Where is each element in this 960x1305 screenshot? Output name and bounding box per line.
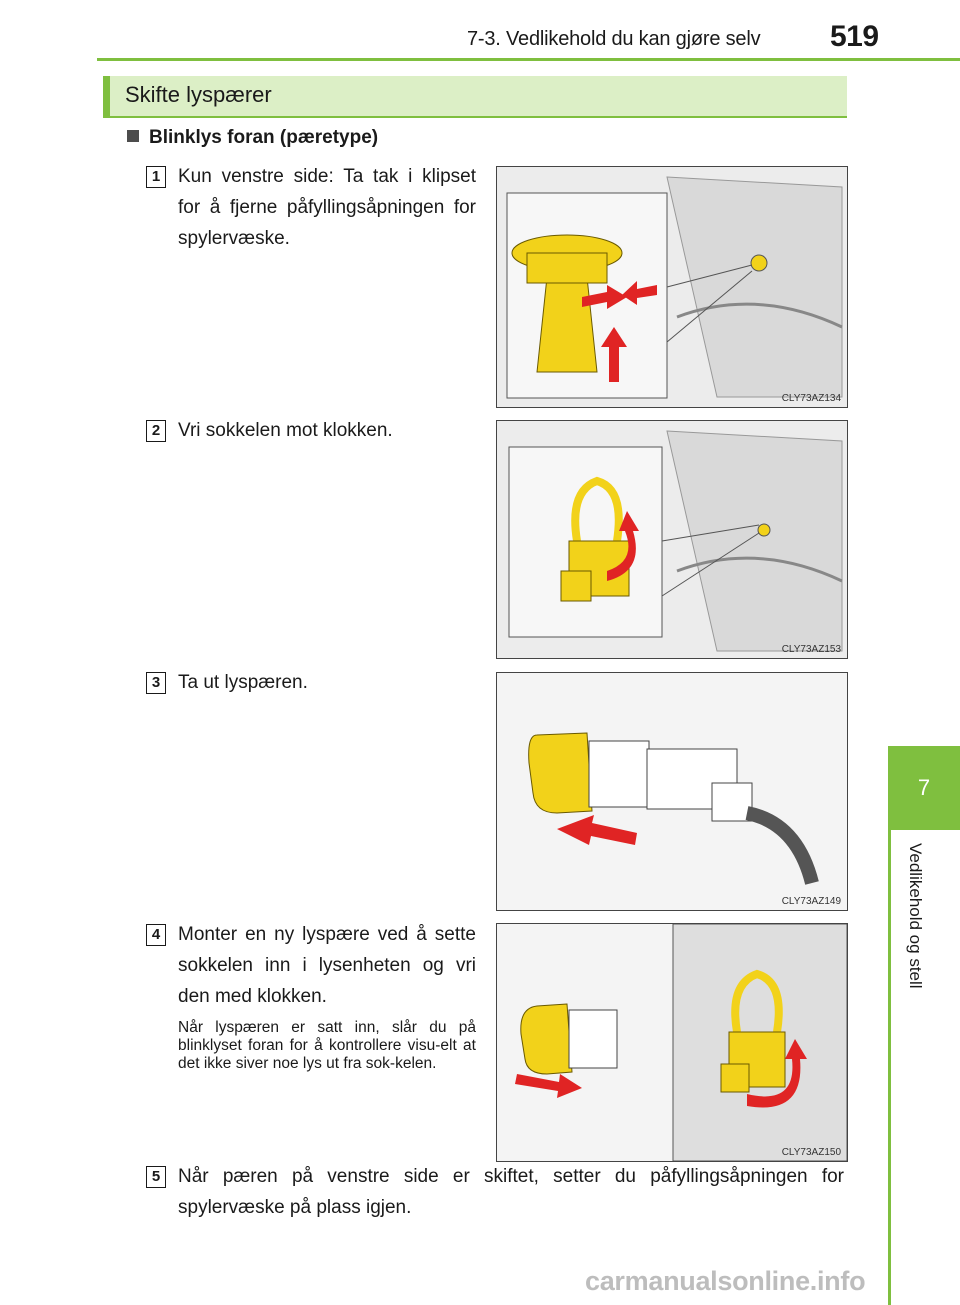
step-1-text: Kun venstre side: Ta tak i klipset for å fjerne påfyllingsåpningen for spylervæske. — [178, 166, 476, 249]
step-number-4: 4 — [146, 924, 166, 946]
square-bullet-icon — [127, 130, 139, 142]
subheading — [127, 127, 378, 149]
header-section-title: 7-3. Vedlikehold du kan gjøre selv — [467, 28, 761, 50]
chapter-label: Vedlikehold og stell — [906, 843, 925, 989]
step-number-5: 5 — [146, 1166, 166, 1188]
header-rule — [97, 58, 960, 61]
step-3-text: Ta ut lyspæren. — [178, 672, 308, 693]
figure-4-code: CLY73AZ150 — [781, 1147, 841, 1158]
figure-4-install-bulb — [496, 923, 848, 1162]
step-2-text: Vri sokkelen mot klokken. — [178, 420, 393, 441]
figure-4-drawing — [497, 924, 847, 1161]
subheading-text: Blinklys foran (pæretype) — [149, 127, 379, 148]
step-number-1: 1 — [146, 166, 166, 188]
figure-2-twist-socket — [496, 420, 848, 659]
figure-3-code: CLY73AZ149 — [781, 896, 841, 907]
figure-1-code: CLY73AZ134 — [781, 393, 841, 404]
figure-3-remove-bulb — [496, 672, 848, 911]
step-4-text: Monter en ny lyspære ved å sette sokkelen inn i lysenheten og vri den med klokken. — [178, 924, 476, 1007]
figure-3-drawing — [497, 673, 847, 910]
figure-2-code: CLY73AZ153 — [781, 644, 841, 655]
step-number-2: 2 — [146, 420, 166, 442]
page-number: 519 — [830, 20, 879, 53]
section-heading-bar — [103, 76, 847, 118]
figure-1-washer-cap — [496, 166, 848, 408]
step-number-3: 3 — [146, 672, 166, 694]
figure-2-drawing — [497, 421, 847, 658]
step-5-text: Når pæren på venstre side er skiftet, setter du påfyllingsåpningen for spylervæske på plass igjen. — [178, 1166, 844, 1218]
chapter-tab-rule — [888, 830, 891, 1305]
chapter-tab: 7 — [888, 746, 960, 830]
section-heading: Skifte lyspærer — [125, 82, 272, 107]
section-heading-accent — [103, 76, 110, 116]
figure-1-drawing — [497, 167, 847, 407]
watermark: carmanualsonline.info — [585, 1266, 866, 1296]
step-4-note: Når lyspæren er satt inn, slår du på blinklyset foran for å kontrollere visu-elt at det ikke siver noe lys ut fra sok-kelen. — [178, 1019, 476, 1072]
